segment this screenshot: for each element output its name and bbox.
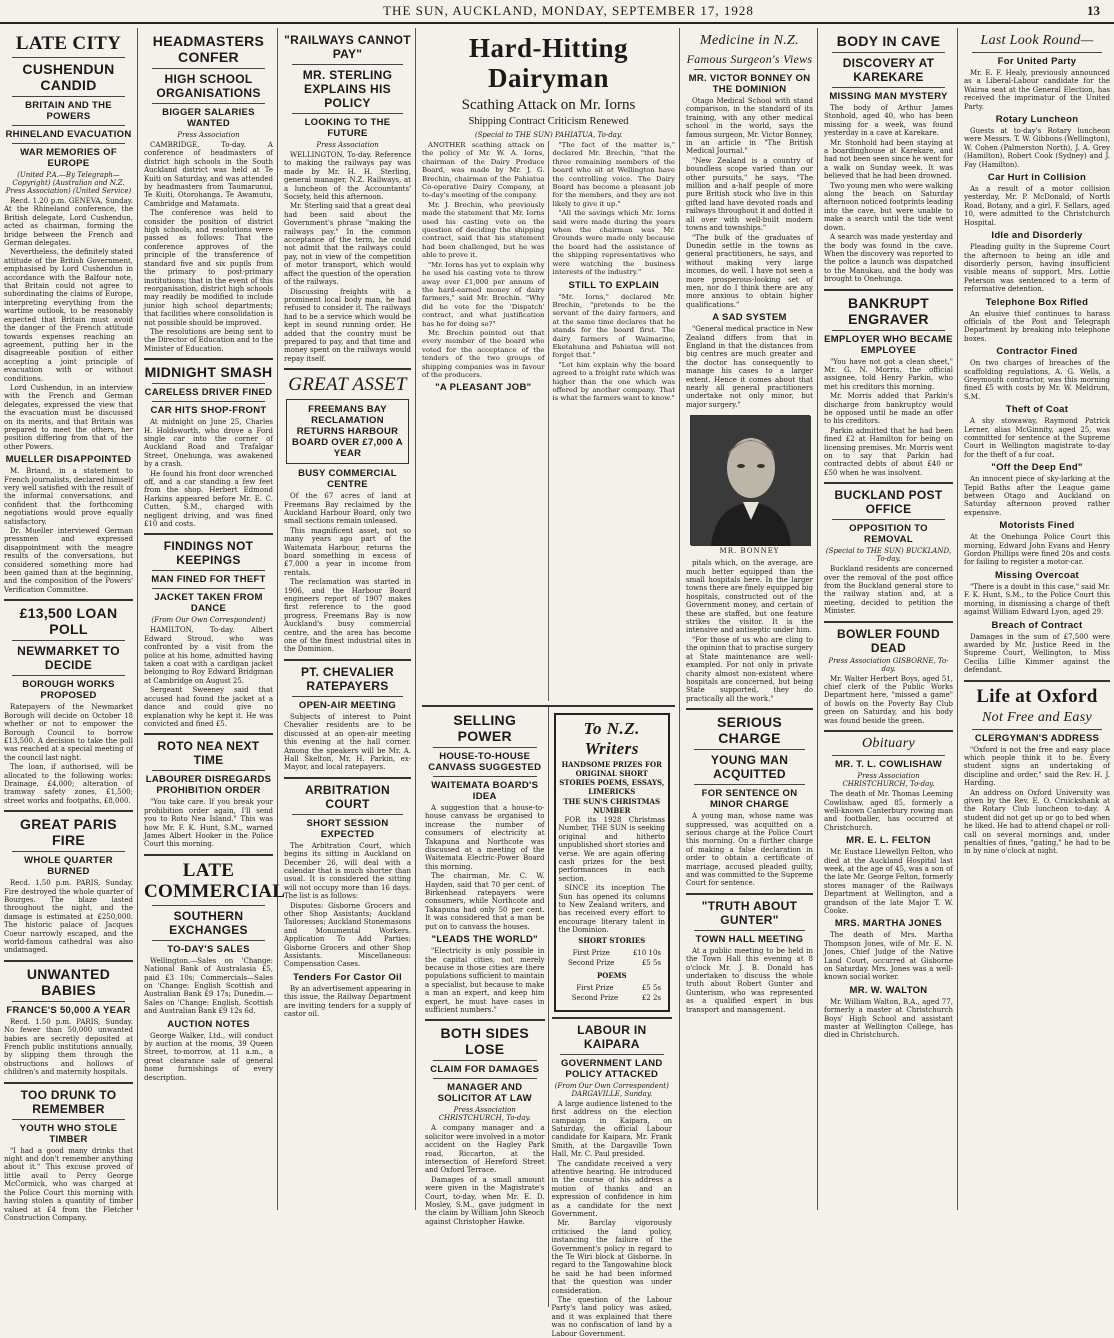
photo-caption: MR. BONNEY [719, 547, 780, 556]
ad-section-heading: SHORT STORIES [578, 935, 646, 945]
paragraph: Lord Cushendun, in an interview with the French and German delegates, expressed the view that the evacuation must be discussed on its merits, and that Britain was prepared to meet the others, her position differing from that of the other Powers. [4, 383, 133, 451]
subhead: DISCOVERY AT KAREKARE [842, 56, 935, 84]
subhead: TOWN HALL MEETING [695, 933, 804, 945]
subhead: BOROUGH WORKS PROPOSED [22, 679, 115, 702]
paragraph: Ratepayers of the Newmarket Borough will decide on October 18 whether or not to empower the Borough Council to borrow £13,500. A decision to take the poll was reached at a special meeting of the council last night. [4, 703, 133, 762]
headline-unwanted-babies: UNWANTED BABIES [26, 965, 111, 998]
headline-selling-power: SELLING POWER [453, 712, 517, 744]
paragraph: "Electricity is only possible in the capital cities, not merely because in those cities are there populations sufficient to maintain a specialist, but because to make a man an expert, and keep him expert, he must have cases in sufficient numbers." [425, 947, 545, 1014]
headline-cushendun: CUSHENDUN CANDID [22, 61, 115, 93]
subhead: STILL TO EXPLAIN [568, 279, 659, 291]
subhead: YOUTH WHO STOLE TIMBER [19, 1122, 118, 1145]
byline: Press Association CHRISTCHURCH, To-day. [438, 1106, 531, 1123]
subhead: OPEN-AIR MEETING [298, 699, 397, 711]
paragraph: "The fact of the matter is," declared Mr. Brechin, "that the three remaining members of the board who sit at Wellington have the controlling voice. The Dairy Board has become a pleasant job for the members, and they are not likely to give it up." [552, 141, 675, 208]
paragraph: WELLINGTON, To-day. Reference to making the railways pay was made by Mr. H. H. Sterling, general manager, N.Z. Railways, at a luncheon of the Accountants' Society, held this afternoon. [284, 151, 411, 202]
ad-title: To N.Z. Writers [583, 719, 640, 758]
byline: (United P.A.—By Telegraph—Copyright) (Australian and N.Z. Press Association) (United Service) [5, 171, 132, 195]
lower-right [549, 707, 675, 1338]
paragraph: "General medical practice in New Zealand differs from that in England in that the distances from big centres are much greater and the doctor has consequently to manage his cases to a larger extent. Hence it comes about that nearly all general practitioners undertake not only minor, but major surgery." [686, 325, 813, 409]
paragraph: "There is a doubt in this case," said Mr. F. K. Hunt, S.M., to the Police Court this morning, in dismissing a charge of theft against William Edward Lyon, aged 29. [964, 582, 1110, 617]
paragraph: "All the savings which Mr. Iorns said were made during the years when the chairman was Mr. Grounds were made only because the board had the assistance of the shipping representatives who were watching the business interests of the industry." [552, 209, 675, 277]
paragraph: Damages of a small amount were given in the Magistrate's Court, to-day, when Mr. E. D. Mosley, S.M., gave judgment in the claim by William John Skeoch against Christopher Hawke. [425, 1175, 545, 1226]
subhead: SHORT SESSION EXPECTED [306, 817, 389, 840]
subhead: "LEADS THE WORLD" [431, 934, 538, 946]
paragraph: Mr. J. Brechin, who previously made the statement that Mr. Iorns used his casting vote on the question of deciding the shipping contract, said that his statement had been challenged, but he was able to prove it. [422, 200, 545, 260]
paragraph: "Oxford is not the free and easy place which people think it to be. Every student signs an undertaking of discipline and order," said the Rev. H. J. Harding. [964, 745, 1110, 788]
paragraph: The loan, if authorised, will be allocated to the following works: Drainage, £4,000; alteration of tramway safety zones, £1,500; street works and footpaths, £8,000. [4, 763, 133, 805]
paragraph: "I had a good many drinks that night and don't remember anything about it." This excuse proved of little avail to Percy George McCormick, who was charged at the Police Court this morning with having stolen a quantity of timber valued at £4 from the Fletcher Construction Company. [4, 1146, 133, 1222]
subhead: CAR HITS SHOP-FRONT [150, 405, 267, 417]
subhead: MR. E. L. FELTON [846, 835, 931, 847]
subhead: RHINELAND EVACUATION [5, 129, 132, 140]
headline-midnight-smash: MIDNIGHT SMASH [144, 364, 273, 381]
paragraph: A young man, whose name was suppressed, was acquitted on a serious charge at the Police Court this morning. On a further charge of making a false declaration in order to obtain a certificate of marriage, accused pleaded guilty, and was committed to the Supreme Court for sentence. [686, 812, 813, 888]
paragraph: A company manager and a solicitor were involved in a motor accident on the Hagley Park road, Riccarton, at the intersection of Hereford Street and Oxford Terrace. [425, 1124, 545, 1175]
subhead: JACKET TAKEN FROM DANCE [154, 592, 263, 615]
subhead: MR. VICTOR BONNEY ON THE DOMINION [688, 73, 811, 95]
byline: (Special to THE SUN) PAHIATUA, To-day. [474, 131, 623, 139]
subhead: A SAD SYSTEM [712, 312, 787, 324]
lower-section [422, 705, 675, 1338]
subhead: NEWMARKET TO DECIDE [17, 644, 120, 673]
column-6 [820, 28, 958, 1210]
headline-paris-fire: GREAT PARIS FIRE [20, 816, 117, 849]
subhead: BIGGER SALARIES WANTED [162, 107, 255, 129]
paragraph: Otago Medical School with stand comparison, in the standard of its training, with any other medical school in the world, says the famous surgeon, Mr. Victor Bonney, in an article in "The British Medical Journal." [686, 97, 813, 156]
headline-late-city: LATE CITY [15, 33, 122, 54]
subhead: MAN FINED FOR THEFT [151, 574, 266, 586]
paragraph: Recd. 1.50 p.m. PARIS, Sunday. Fire destroyed the whole quarter of Bourges. The blaze lasted throughout the night, and the damage is estimated at £250,000. The historic palace of Jacques Coeur narrowly escaped, and the world-famous cathedral was also undamaged. [4, 879, 133, 955]
subhead: YOUNG MAN ACQUITTED [710, 753, 789, 782]
paragraph: On two charges of breaches of the scaffolding regulations, A. G. Wells, a Greymouth contractor, was this morning fined £5 with costs by Mr. W. Meldrum, S.M. [964, 359, 1110, 401]
paragraph: Buckland residents are concerned over the removal of the post office from the Buckland general store to the railway station and, at a meeting, decided to petition the Minister. [824, 565, 953, 616]
subhead: Telephone Box Rifled [985, 296, 1089, 308]
paragraph: "The bulk of the graduates of Dunedin settle in the towns as general practitioners, he says, and without making very large incomes, do well. I have not seen a more prosperous-looking set of men, nor do I think there are any more anxious to obtain higher qualifications." [686, 233, 813, 309]
subhead: EMPLOYER WHO BECAME EMPLOYEE [824, 333, 953, 356]
prize-value: £5 5s [641, 983, 661, 992]
subhead: Tenders For Castor Oil [293, 971, 402, 983]
paragraph: Subjects of interest to Point Chevalier residents are to be discussed at an open-air meeting this evening at the hall corner. Among the speakers will be Mr. A. Hall Skelton, Mr. H. Parkin, ex-Mayor, and local ratepayers. [284, 712, 411, 772]
paragraph: The death of Mr. Thomas Leeming Cowlishaw, aged 85, formerly a well-known Canterbury rowing man and footballer, has occurred at Christchurch. [824, 790, 953, 832]
paragraph: Pleading guilty in the Supreme Court the afternoon to being an idle and disorderly person, having insufficient visible means of support, Mrs. Lottie Peterson was sentenced to a term of reformative detention. [964, 243, 1110, 294]
paragraph: SINCE its inception The Sun has opened its columns to New Zealand writers, and has received every effort to encourage literary talent in the Dominion. [558, 884, 665, 935]
portrait-image [691, 416, 811, 546]
paragraph: As a result of a motor collision yesterday, Mr. P. McDonald, of North Road, Botany, and a girl, F. Sellars, aged 10, were admitted to the Christchurch Hospital. [964, 185, 1110, 227]
paragraph: Two young men who were walking along the beach on Saturday afternoon noticed footprints leading into the cave, but were unable to make a search until the tide went down. [824, 181, 953, 232]
headline-both-sides-lose: BOTH SIDES LOSE [440, 1025, 530, 1058]
subhead: FOR SENTENCE ON MINOR CHARGE [701, 788, 798, 811]
subhead: Rotary Luncheon [995, 114, 1079, 126]
subhead: TO-DAY'S SALES [167, 943, 250, 955]
subhead: MANAGER AND SOLICITOR AT LAW [437, 1082, 532, 1105]
prize-label: Second Prize [571, 993, 619, 1002]
subhead: HOUSE-TO-HOUSE CANVASS SUGGESTED [428, 751, 542, 773]
column-1 [0, 28, 138, 1222]
paragraph: Mr. Sterling said that a great deal had been said about the Government's phrase "making the railways pay." In the common acceptance of the term, he could not admit that the railways could pay, not in view of the competition of motor transport, which would affect the question of the operation of the railways. [284, 202, 411, 287]
subhead: MR. T. L. COWLISHAW [834, 759, 943, 771]
paragraph: The candidate received a very attentive hearing. He introduced in the course of his address a motion of thanks and an expression of confidence in him as a candidate for the next Government. [551, 1159, 672, 1218]
subhead: FREEMANS BAY RECLAMATION RETURNS HARBOUR BOARD OVER £7,000 A YEAR [292, 404, 403, 460]
subhead: WHOLE QUARTER BURNED [24, 855, 113, 878]
paragraph: By an advertisement appearing in this issue, the Railway Department are inviting tenders for a supply of castor oil. [284, 984, 411, 1019]
paragraph: Mr. Walter Herbert Boys, aged 51, chief clerk of the Public Works Department here, "missed a game" of bowls on the Poverty Bay Club green on Saturday, and his body was found beside the green. [824, 674, 953, 725]
paragraph: Guests at to-day's Rotary luncheon were Messrs. T. W. Gibbons (Wellington), W. Cohen (Palmerston North), J. A. Grey (Hamilton), Robert Cook (Sydney) and J. Fay (Hamilton). [964, 127, 1110, 169]
subhead: Missing Overcoat [995, 569, 1079, 581]
paragraph: "New Zealand is a country of boundless scope varied than our other pursuits," he says. "The million and a-half people of more pure British stock who live in this gifted land have devoted roads and railways throughout it and dotted it all over with well-built modern towns and townships." [686, 156, 813, 233]
writers-competition-ad [554, 713, 670, 1012]
paragraph: Discussing freights with a prominent local body man, he had refused to consider it. The railways had to be a service which would be kept in sound running order. He added that the country must be prepared to pay, and that time and money spent on the railways would repay itself. [284, 287, 411, 363]
subhead: GOVERNMENT LAND POLICY ATTACKED [560, 1057, 663, 1080]
headline-hard-hitting-dairyman: Hard-Hitting Dairyman [469, 33, 628, 93]
byline: Press Association GISBORNE, To-day. [828, 656, 949, 673]
ad-subtitle: HANDSOME PRIZES FOR ORIGINAL SHORT STORIES POEMS, ESSAYS, LIMERICKS [559, 760, 665, 796]
headline-serious-charge: SERIOUS CHARGE [716, 714, 783, 747]
paragraph: Mr. Brechin pointed out that every member of the board who voted for the acceptance of the tenders of the two groups of shipping companies was in favour of the producers. [422, 328, 545, 379]
paragraph: Mr. Eustace Llewellyn Felton, who died at the Auckland Hospital last week, at the age of 45, was a son of the late Mr. George Felton, formerly stores manager of the Railways Department at Wellington, and a grandson of the late Major T. W. Cooke. [824, 848, 953, 915]
subhead: HIGH SCHOOL ORGANISATIONS [156, 72, 261, 100]
headline-roto-nea: ROTO NEA NEXT TIME [157, 739, 260, 768]
paragraph: "You take care. If you break your prohibition order again, I'll send you to Roto Nea Island." This was how Mr. F. K. Hunt, S.M., warned James Albert Hooker in the Police Court this morning. [144, 798, 273, 849]
prize-label: First Prize [572, 948, 610, 957]
subhead: BUSY COMMERCIAL CENTRE [298, 468, 397, 491]
headline-headmasters: HEADMASTERS CONFER [152, 33, 265, 65]
paragraph: Mr. Stonhold had been staying at a boardinghouse at Karekare, and had not been seen since he went for a walk on Sunday week. It was believed that he had been drowned. [824, 138, 953, 181]
subhead: Not Free and Easy [982, 709, 1092, 725]
lead-story-body [422, 141, 675, 701]
paragraph: George Walker, Ltd., will conduct by auction at the rooms, 39 Queen Street, to-morrow, at 11 a.m., a great clearance sale of general home furnishings of every description. [144, 1031, 273, 1082]
paragraph: At midnight on June 25, Charles H. Holdsworth, who drove a Ford single car into the corner of Auckland Road and Trafalgar Street, Onehunga, was awakened by a crash. [144, 418, 273, 469]
column-3 [280, 28, 416, 1210]
paragraph: The Arbitration Court, which begins its sitting in Auckland on December 26, will deal with a calendar that is much shorter than usual. It is considered the sitting will not occupy more than 16 days. The list is as follows: [284, 841, 411, 901]
subhead: MUELLER DISAPPOINTED [5, 454, 132, 466]
subhead: Idle and Disorderly [991, 230, 1083, 242]
subhead: MR. STERLING EXPLAINS HIS POLICY [302, 68, 393, 110]
paragraph: Parkin admitted that he had been fined £2 at Hamilton for being on licensing premises. Mr. Morris went on to say that Parkin had contracted debts of about £40 or £50 when he was insolvent. [824, 426, 953, 477]
subhead: Contractor Fined [996, 346, 1078, 358]
paragraph: HAMILTON, To-day. Albert Edward Stroud, who was confronted by a visit from the police at his home, admitted having taken a coat with a cardigan jacket belonging to Roy Edward Bridgman at Cambridge on August 25. [144, 626, 273, 685]
paragraph: A shy stowaway, Raymond Patrick Lerner, alias McGinnity, aged 25, was committed for sentence at the Supreme Court in Wellington magistrate to-day for the theft of a fur coat. [964, 417, 1110, 459]
paragraph: Dr. Mueller interviewed German pressmen and expressed disappointment with the meagre results of the conversations, but considered something more had been gained than at the beginning, and the composition of the Powers' Verification Committee. [4, 527, 133, 594]
paragraph: This magnificent asset, not so many years ago part of the Waitemata Harbour, returns the board something in excess of £7,000 a year in income from rentals. [284, 526, 411, 577]
headline-life-at-oxford: Life at Oxford [976, 685, 1098, 707]
subhead: Theft of Coat [1005, 404, 1069, 416]
subhead: MRS. MARTHA JONES [834, 918, 943, 930]
headline-great-asset: GREAT ASSET [288, 374, 407, 396]
paragraph: Sergeant Sweeney said that accused had found the jacket at a dance and could give no explanation why he kept it. He was convicted and fined £5. [144, 686, 273, 728]
headline-bankrupt-engraver: BANKRUPT ENGRAVER [848, 294, 929, 327]
paragraph: He found his front door wrenched off, and a car standing a few feet from the shop. Herbert Edmond Harkins appeared before Mr. E. C. Cutten, S.M., charged with negligent driving, and was fined £10 and costs. [144, 469, 273, 529]
subhead: OPPOSITION TO REMOVAL [849, 523, 928, 546]
paragraph: M. Briand, in a statement to French journalists, declared himself very well satisfied with the result of the informal conversations, and confident that the forthcoming negotiations would prove equally satisfactory. [4, 467, 133, 526]
paragraph: At a public meeting to be held in the Town Hall this evening at 8 o'clock Mr. J. B. Donald has undertaken to discuss the whole truth about Robert Gunter and Gunterism, who was represented as a qualified expert in bus transport and management. [686, 946, 813, 1014]
subhead: WAITEMATA BOARD'S IDEA [431, 780, 539, 802]
headline-late-commercial: LATE COMMERCIAL [144, 859, 286, 902]
subhead: MR. W. WALTON [849, 984, 928, 996]
headline-labour-kaipara: LABOUR IN KAIPARA [577, 1022, 647, 1051]
byline: Press Association CHRISTCHURCH, To-day. [842, 772, 935, 789]
subhead: BRITAIN AND THE POWERS [25, 100, 112, 122]
prize-table-poems [559, 982, 665, 1004]
ad-subtitle-2: THE SUN'S CHRISTMAS NUMBER [563, 797, 661, 815]
prize-table-stories [559, 947, 665, 969]
prize-value: £2 2s [641, 993, 661, 1002]
subhead: For United Party [997, 56, 1077, 67]
deck-headline: Scathing Attack on Mr. Iorns [461, 97, 636, 113]
prize-label: First Prize [576, 983, 614, 992]
byline: Press Association [177, 131, 240, 139]
headline-last-look-round: Last Look Round— [980, 33, 1094, 48]
paragraph: The conference was held to consider the position of district high schools, and resolutions were passed as follows: That the conference approves of the principle of the transference of standard five and six pupils from the primary to post-primary institutions; that in the event of this reorganisation, district high schools may readily be modified to include junior high school departments; that facilities where consolidation is not possible should be improved. [144, 209, 273, 327]
subhead: SOUTHERN EXCHANGES [169, 908, 248, 937]
paragraph: CAMBRIDGE, To-day. A conference of headmasters of district high schools in the South Auckland district was held at Te Kuiti on Saturday, and was attended by headmasters from Taumarunui, Te Kuiti, Otorohanga, Te Awamutu, Cambridge and Matamata. [144, 141, 273, 208]
headline-arbitration: ARBITRATION COURT [304, 782, 391, 811]
paragraph: "Mr. Iorns has yet to explain why he used his casting vote to throw away over £1,000 per annum of the hard-earned money of dairy farmers," said Mr. Brechin. "Why did he vote for the 'Dispatch' contract, and what justification has he for doing so?" [422, 260, 545, 328]
headline-medicine-nz: Medicine in N.Z. [700, 33, 799, 48]
paragraph: Disputes: Gisborne Grocers and other Shop Assistants; Auckland Tailoresses; Auckland Stonemasons and Monumental Workers. Application To Add Parties: Gisborne Grocers and other Shop Assistants. Miscellaneous: Compensation Cases. [284, 901, 411, 969]
paragraph: Damages in the sum of £7,500 were awarded by Mr. Justice Reed in the Supreme Court, Wellington, to Miss Cecilia Lillie Kimmer against the defendant. [964, 632, 1110, 675]
paragraph: The death of Mrs. Martha Thompson Jones, wife of Mr. E. N. Jones, Chief Judge of the Native Land Court, occurred at Gisborne on Saturday. Mrs. Jones was a well-known social worker. [824, 931, 953, 982]
paragraph: The question of the Labour Party's land policy was asked, and it was explained that there was no confiscation of land by a Labour Government. [551, 1296, 672, 1338]
newspaper-page [0, 28, 1114, 1338]
headline-body-in-cave: BODY IN CAVE [836, 33, 941, 49]
masthead-title: THE SUN, AUCKLAND, MONDAY, SEPTEMBER 17, 1928 [383, 3, 754, 18]
subhead: CLERGYMAN'S ADDRESS [974, 732, 1100, 744]
paragraph: Mr. Barclay vigorously criticised the land policy, instancing the failure of the Government's policy in regard to the Te Wiri block at Gisborne. In regard to the Tangowahine block he said he had been informed that the question was under consideration. [551, 1219, 672, 1295]
column-7 [960, 28, 1114, 1210]
paragraph: The chairman, Mr. C. W. Hayden, said that 70 per cent. of Birkenhead ratepayers were consumers, while Northcote and Takapuna had only 50 per cent. It was considered that a man be put on to canvass the houses. [425, 872, 545, 931]
prize-label: Second Prize [568, 958, 615, 967]
paragraph: An elusive thief continues to harass officials of the Post and Telegraph Department by breaking into telephone boxes. [964, 309, 1110, 343]
subhead: LOOKING TO THE FUTURE [304, 117, 391, 139]
byline: Press Association [316, 141, 379, 149]
portrait-photo [690, 415, 810, 545]
subhead: MISSING MAN MYSTERY [829, 91, 948, 102]
column-5 [682, 28, 818, 1210]
paragraph: An address on Oxford University was given by the Rev. E. O. Cruickshank at the Rotary Club luncheon to-day. A student did not get up or go to bed when he liked. He had to attend chapel or roll-call on several mornings and, under penalties of fines, "gating," he had to be in by nine o'clock at night. [964, 788, 1110, 856]
lower-left [422, 707, 549, 1307]
subhead: LABOURER DISREGARDS PROHIBITION ORDER [145, 774, 272, 797]
subhead: "A PLEASANT JOB" [435, 382, 532, 394]
paragraph: Recd. 1.50 p.m. PARIS, Sunday. No fewer than 50,000 unwanted babies are secretly deposited at French public institutions annually, by slipping them through the obstructions and hollows of children's and maternity hospitals. [4, 1017, 133, 1077]
paragraph: Mr. E. F. Healy, previously announced as a Liberal-Labour candidate for the Wairoa seat at the General Election, has received the imprimatur of the United Party. [964, 69, 1110, 111]
deck-subheadline: Shipping Contract Criticism Renewed [468, 116, 629, 127]
paragraph: "You have not got a clean sheet," Mr. G. N. Morris, the official assignee, told Henry Parkin, who met his creditors this morning. [824, 357, 953, 391]
paragraph: Wellington.—Sales on 'Change: National Bank of Australasia £5, paid £3 10s; Commercials—Sales on 'Change: English Scottish and Australian Bank £9 17s; Dunedin.—Sales on 'Change: English, Scottish and Australian Bank £9 12s 6d. [144, 956, 273, 1016]
headline-bowler-found-dead: BOWLER FOUND DEAD [837, 626, 940, 655]
subhead: "Off the Deep End" [991, 462, 1083, 474]
byline: (From Our Own Correspondent) [151, 616, 266, 625]
byline: (From Our Own Correspondent) DARGAVILLE, Sunday. [554, 1081, 669, 1098]
ad-section-heading: POEMS [597, 970, 627, 980]
paragraph: "Mr. Iorns," declared Mr. Brechin, "pretends to be the servant of the dairy farmers, and at the same time declares that he stands for the board first. The dairy farmers of Waimarino, Eketahuna and Pahiatua will not forget that." [552, 292, 675, 360]
paragraph: A suggestion that a house-to-house canvass be organised to increase the number of consumers of electricity at Takapuna and Northcote was discussed at a meeting of the Waitemata Electric-Power Board this morning. [425, 804, 545, 871]
paragraph: An innocent piece of sky-larking at the Tepid Baths after the League game between Otago and Auckland on Saturday afternoon proved rather expensive. [964, 475, 1110, 517]
subhead-box [286, 399, 409, 464]
paragraph: A large audience listened to the first address on the election campaign in Kaipara, on Saturday, the official Labour candidate for Kaipara, Mr. Frank Smith, at the Dargaville Town Hall, Mr. C. Paul presided. [551, 1099, 672, 1159]
paragraph: Nevertheless, the definitely stated attitude of the British Government, emphasised by Lord Cushendun in accordance with the Balfour note, that Britain could not agree to subordinating the claims of Europe, interpreting everything from the wartime outlook, to be reasonably expected that Britain must avoid the danger of the French attitude towards expenses reaching an agreement, putting her in the disagreeable position of either accepting a joint principle of evacuation with or without conditions. [4, 248, 133, 383]
headline-truth-gunter: "TRUTH ABOUT GUNTER" [701, 898, 798, 927]
headline-buckland-post-office: BUCKLAND POST OFFICE [834, 488, 943, 517]
paragraph: A search was made yesterday and the body was found in the cave. When the discovery was reported to the police a launch was dispatched to the Manukau, and the body was brought to Onehunga. [824, 233, 953, 284]
masthead [0, 0, 1114, 24]
subhead: AUCTION NOTES [167, 1018, 250, 1030]
prize-value: £5 5s [641, 958, 661, 967]
headline-loan-poll: £13,500 LOAN POLL [19, 605, 118, 638]
paragraph: Recd. 1.20 p.m. GENEVA, Sunday. At the Rhineland conference, the British delegate, Lord Cushendun, acted as chairman, forming the bridge between the French and German delegates. [4, 197, 133, 248]
byline: (Special to THE SUN) BUCKLAND, To-day. [825, 547, 952, 564]
subhead: CLAIM FOR DAMAGES [430, 1064, 540, 1076]
headline-pt-chevalier: PT. CHEVALIER RATEPAYERS [300, 664, 395, 693]
subhead: WAR MEMORIES OF EUROPE [20, 147, 117, 169]
subhead: Famous Surgeon's Views [686, 52, 813, 66]
subhead: Motorists Fined [999, 520, 1075, 532]
paragraph: Mr. Morris added that Parkin's discharge from bankruptcy would be opposed until he made an offer to his creditors. [824, 392, 953, 426]
headline-findings: FINDINGS NOT KEEPINGS [163, 539, 254, 568]
paragraph: FOR its 1928 Christmas Number, THE SUN is seeking original and hitherto unpublished short stories and verse. We are again offering cash prizes for the best performances in each section. [558, 816, 665, 883]
subhead: Car Hurt in Collision [987, 172, 1087, 184]
paragraph: Mr. William Walton, B.A., aged 77, formerly a master at Christchurch Boys' High School and assistant master at Wellington College, has died in Christchurch. [824, 997, 953, 1040]
paragraph: At the Onehunga Police Court this morning, Edward John Evans and Henry Gordon Phillips were fined 20s and costs for failing to register a motor-car. [964, 533, 1110, 567]
page-number: 13 [1086, 3, 1100, 18]
subhead: FRANCE'S 50,000 A YEAR [6, 1004, 131, 1016]
paragraph: "Let him explain why the board agreed to a freight rate which was higher than the one which was offered by another company. That is what the farmers want to know." [552, 360, 675, 403]
paragraph: The resolutions are being sent to the Director of Education and to the Minister of Education. [144, 327, 273, 353]
paragraph: ANOTHER scathing attack on the policy of Mr. W. A. Iorns, chairman of the Dairy Produce Board, was made by Mr. J. G. Brechin, chairman of the Pahiatua Co-operative Dairy Company, at to-day's meeting of the company. [422, 141, 545, 200]
paragraph: The body of Arthur James Stonhold, aged 40, who has been missing for a week, was found yesterday in a cave at Karekare. [824, 104, 953, 138]
paragraph: Of the 67 acres of land at Freemans Bay reclaimed by the Auckland Harbour Board, only two small sections remain unleased. [284, 492, 411, 526]
subhead: CARELESS DRIVER FINED [144, 387, 273, 399]
paragraph: The reclamation was started in 1906, and the Harbour Board engineers report of 1907 makes first reference to the good progress. Freemans Bay is now Auckland's busy commercial centre, and the area has become one of the finest industrial sites in the Dominion. [284, 578, 411, 654]
column-4-lead-story [418, 28, 680, 1338]
prize-value: £10 10s [632, 948, 661, 957]
paragraph: "For those of us who are cling to the opinion that to practise surgery at State maintenance are well-exampled. For not only in private charity almost non-existent where hospitals are concerned, but being State supported, they do practically all the work." [686, 635, 813, 703]
paragraph: pitals which, on the average, are much better equipped than the small hospitals here. In the larger towns there are finely equipped big hospitals, constructed out of the Government money, and certain of these are staffed, but one feature strikes the visitor. It is the intensive and antiseptic under him. [686, 559, 813, 635]
headline-too-drunk: TOO DRUNK TO REMEMBER [20, 1087, 117, 1116]
column-2 [140, 28, 286, 1210]
headline-railways: "RAILWAYS CANNOT PAY" [284, 33, 411, 61]
subhead: Breach of Contract [991, 619, 1083, 631]
headline-obituary: Obituary [862, 736, 915, 752]
